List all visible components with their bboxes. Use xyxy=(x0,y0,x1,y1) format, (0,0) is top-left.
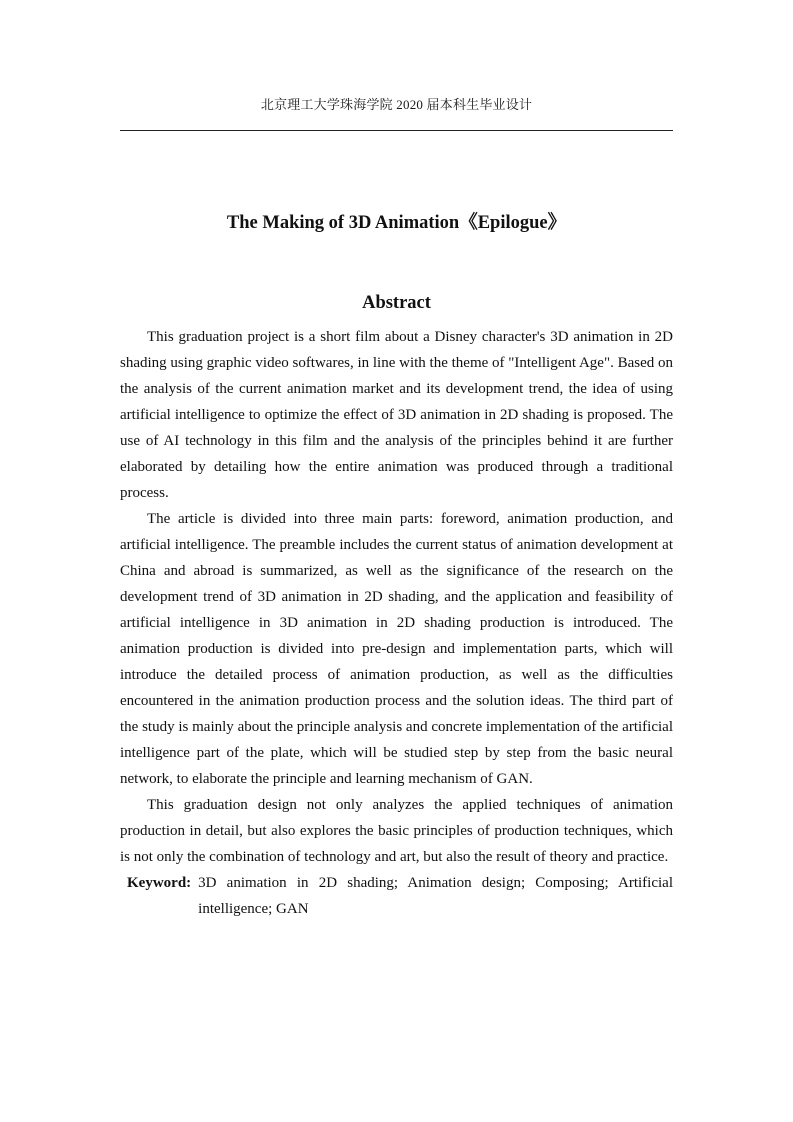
abstract-paragraph: This graduation design not only analyzes the applied techniques of animation production in detail, but also explores the basic principles of production techniques, which is not only the combination of technology and art, but also the result of theory and practice. xyxy=(120,797,673,865)
thesis-title: The Making of 3D Animation《Epilogue》 xyxy=(226,213,567,233)
abstract-paragraph: This graduation project is a short film about a Disney character's 3D animation in 2D shading using graphic video softwares, in line with the theme of "Intelligent Age". Based on the analysis of the current animation market and its development trend, the idea of using artificial intelligence to optimize the effect of 3D animation in 2D shading is proposed. The use of AI technology in this film and the analysis of the principles behind it are further elaborated by detailing how the entire animation was produced through a traditional process. xyxy=(120,329,673,501)
abstract-paragraph: The article is divided into three main parts: foreword, animation production, and artificial intelligence. The preamble includes the current status of animation development at China and abroad is summarized, as well as the significance of the research on the development trend of 3D animation in 2D shading, and the application and feasibility of artificial intelligence in 3D animation in 2D shading production is introduced. The animation production is divided into pre-design and implementation parts, which will introduce the detailed process of animation production, as well as the difficulties encountered in the animation production process and the solution ideas. The third part of the study is mainly about the principle analysis and concrete implementation of the artificial intelligence part of the plate, which will be studied step by step from the basic neural network, to elaborate the principle and learning mechanism of GAN. xyxy=(120,511,673,787)
keywords-line xyxy=(127,870,673,922)
keywords-text: 3D animation in 2D shading; Animation design; Composing; Artificial intelligence; GAN xyxy=(198,875,673,917)
header-divider xyxy=(120,130,673,131)
abstract-heading: Abstract xyxy=(362,293,431,313)
running-header: 北京理工大学珠海学院 2020 届本科生毕业设计 xyxy=(260,97,533,112)
abstract-body xyxy=(120,324,673,922)
keywords-label: Keyword: xyxy=(127,875,192,891)
